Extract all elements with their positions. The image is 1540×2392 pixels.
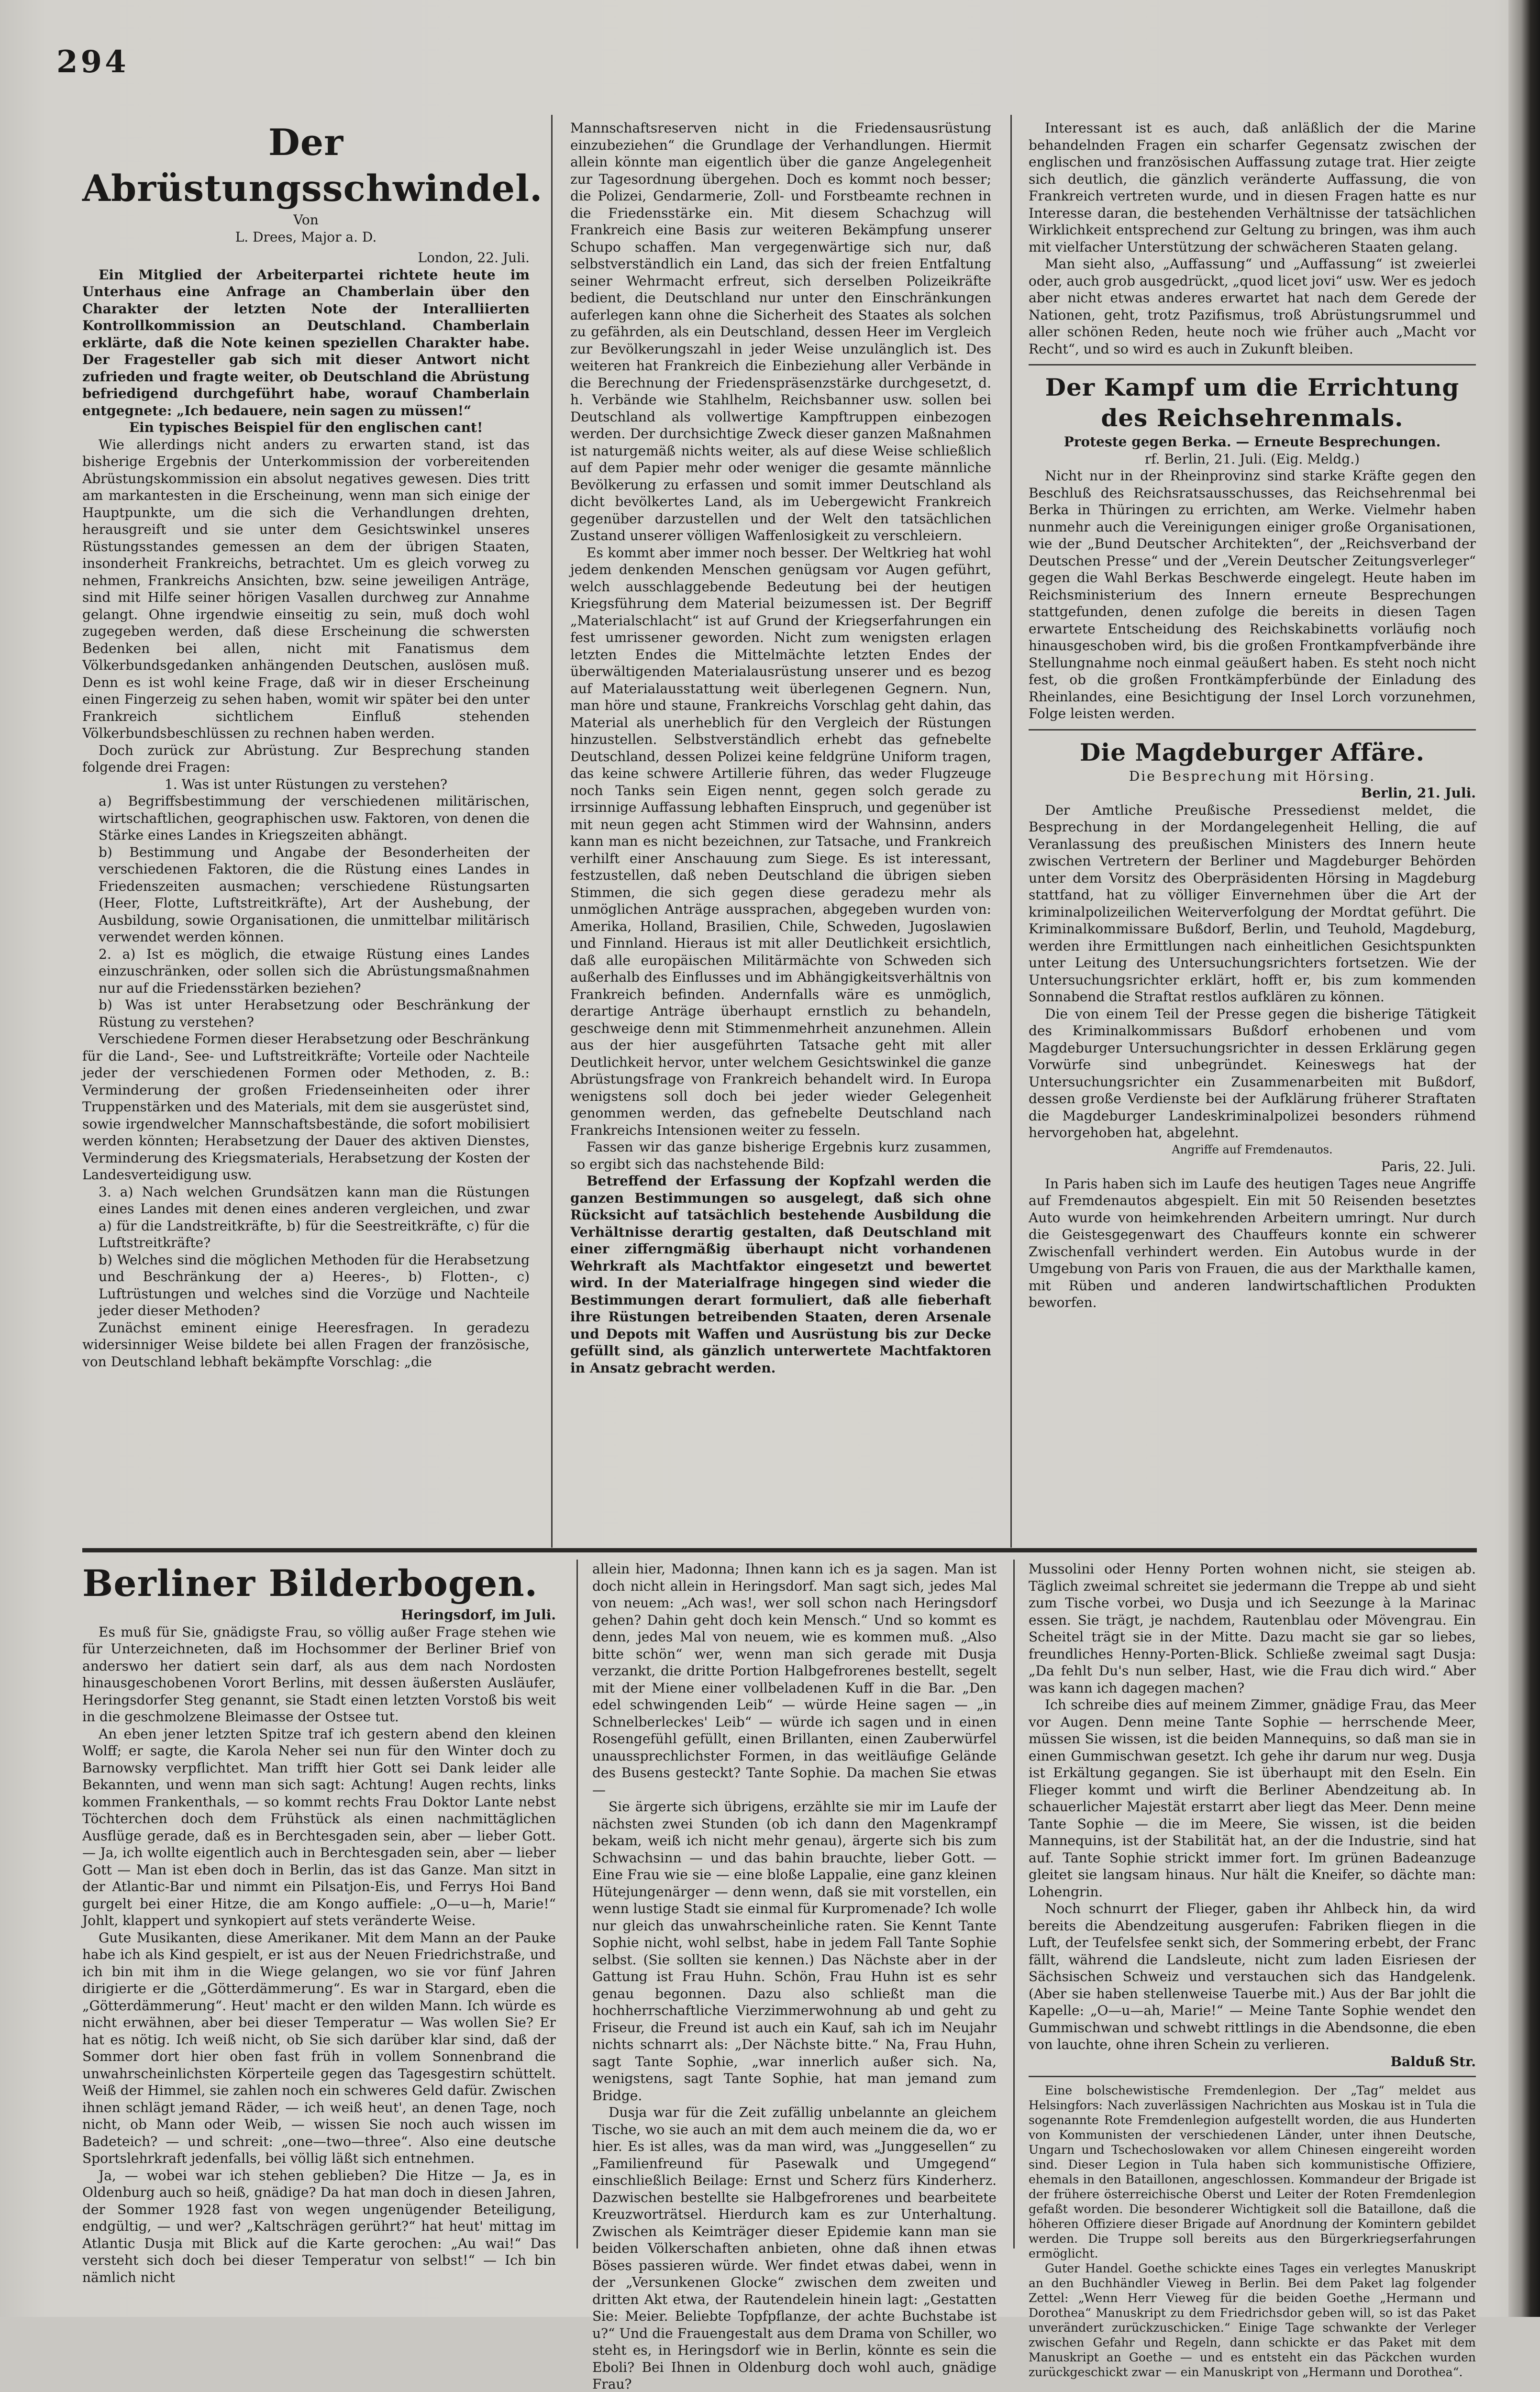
article-abruestung-col2 [570, 120, 991, 1545]
subtitle: Proteste gegen Berka. — Erneute Besprechungen. [1064, 434, 1441, 450]
paragraph: Der Amtliche Preußische Pressedienst meldet, die Besprechung in der Mordangelegenheit Helling, die auf Veranlassung des preußischen Ministers des Innern heute zwischen Vertretern der Berliner und Magdeburger Behörden unter dem Vorsitz des Oberpräsidenten Hörsing in Magdeburg stattfand, hat zu völliger Einvernehmen über die Art der kriminalpolizeilichen Weiterverfolgung der Mordtat geführt. Die Kriminalkommissare Bußdorf, Berlin, und Teuhold, Magdeburg, werden ihre Ermittlungen nach einheitlichen Gesichtspunkten unter Leitung des Untersuchungsrichters fortsetzen. Wie der Untersuchungsrichter erklärt, hofft er, bis zum kommenden Sonnabend die Straftat restlos aufklären zu können. [1029, 802, 1476, 1005]
section-rule [1029, 2076, 1476, 2077]
author: L. Drees, Major a. D. [235, 229, 377, 245]
paragraph: Nicht nur in der Rheinprovinz sind starke Kräfte gegen den Beschluß des Reichsratsausschusses, das Reichsehrenmal bei Berka in Thüringen zu errichten, am Werke. Vielmehr haben nunmehr auch die Vereinigungen einiger große Organisationen, wie der „Bund Deutscher Architekten“, der „Reichsverband der Deutschen Presse“ und der „Verein Deutscher Zeitungsverleger“ gegen die Wahl Berkas Beschwerde eingelegt. Heute haben im Reichsministerium des Innern erneute Besprechungen stattgefunden, denen zufolge die bereits in diesen Tagen erwartete Entscheidung des Reichskabinetts vorläufig noch hinausgeschoben wird, bis die großen Frontkampfverbände ihre Stellungnahme noch einmal geäußert haben. Es steht noch nicht fest, ob die großen Frontkämpferbünde der Einladung des Rheinlandes, eine Besichtigung der Insel Lorch vorzunehmen, Folge leisten werden. [1029, 468, 1476, 721]
signature: Balduß Str. [1390, 2053, 1476, 2070]
paragraph: Mannschaftsreserven nicht in die Friedensausrüstung einzubeziehen“ die Grundlage der Verhandlungen. Hiermit allein könnte man eigentlich über die ganze Angelegenheit zur Tagesordnung übergehen. Doch es kommt noch besser; die Polizei, Gendarmerie, Zoll- und Forstbeamte rechnen in die Friedensstärke ein. Mit diesem Schachzug will Frankreich eine Basis zur weiteren Bekämpfung unserer Schupo schaffen. Man vergegenwärtige sich nur, daß selbstverständlich ein Land, das sich der freien Entfaltung seiner Wehrmacht erfreut, sich derselben Polizeikräfte bedient, die Deutschland nur unter den Einschränkungen auferlegen kann ohne die Sicherheit des Staates als solchen zu gefährden, als ein Deutschland, dessen Heer im Vergleich zur Bevölkerungszahl in jeder Weise unzulänglich ist. Des weiteren hat Frankreich die Einbeziehung aller Verbände in die Berechnung der Friedenspräsenzstärke durchgesetzt, d. h. Verbände wie Stahlhelm, Reichsbanner usw. sollen bei Deutschland als vollwertige Kampftruppen einbezogen werden. Der durchsichtige Zweck dieser ganzen Maßnahmen ist naturgemäß nichts weiter, als auf diese Weise schließlich auf dem Papier mehr oder weniger die gesamte männliche Bevölkerung zu erfassen und somit immer Deutschland als dicht bevölkertes Land, als im Uebergewicht Frankreich gegenüber darzustellen und der Welt den tatsächlichen Zustand unserer völligen Waffenlosigkeit zu verschleiern. [570, 120, 991, 543]
section-rule [1029, 729, 1476, 731]
note-title: Angriffe auf Fremdenautos. [1172, 1142, 1333, 1156]
dateline: Heringsdorf, im Juli. [401, 1607, 556, 1623]
paragraph: Ja, — wobei war ich stehen geblieben? Die Hitze — Ja, es in Oldenburg auch so heiß, gnädige? Da hat man doch in diesen Jahren, der Sommer 1928 fast von wegen ungenügender Beteiligung, endgültig, — und wer? „Kaltschrägen gerührt?“ hat heut' mittag im Atlantic Dusja mit Blick auf die Karte gerochen: „Au wai!“ Das versteht sich doch bei dieser Temperatur von selbst!“ — Ich bin nämlich nicht [82, 2167, 556, 2285]
page-binding-shadow [1508, 0, 1540, 2317]
dateline: rf. Berlin, 21. Juli. (Eig. Meldg.) [1144, 451, 1360, 467]
question-item: b) Welches sind die möglichen Methoden für die Herabsetzung und Beschränkung der a) Heeres-, b) Flotten-, c) Luftrüstungen und welches sind die Vorzüge und Nachteile jeder dieser Methoden? [99, 1251, 530, 1318]
article-bilderbogen-col3 [1029, 1561, 1476, 2379]
dateline: Berlin, 21. Juli. [1361, 785, 1476, 801]
question-item: 3. a) Nach welchen Grundsätzen kann man die Rüstungen eines Landes mit denen eines anderen vergleichen, und zwar a) für die Landstreitkräfte, b) für die Seestreitkräfte, c) für die Luftstreitkräfte? [99, 1184, 530, 1251]
subtitle: Die Besprechung mit Hörsing. [1129, 768, 1376, 784]
article-abruestung-col1 [82, 120, 543, 1545]
short-news: Guter Handel. Goethe schickte eines Tages ein verlegtes Manuskript an den Buchhändler Vieweg in Berlin. Bei dem Paket lag folgender Zettel: „Wenn Herr Vieweg für die beiden Goethe „Hermann und Dorothea“ Manuskript zu dem Friedrichsdor geben will, so ist das Paket unverändert zurückzuschicken.“ Einige Tage schwankte der Verleger zwischen Gefahr und Regeln, dann schickte er das Paket mit dem Manuskript an Goethe — und es entsteht ein das Päckchen wurden zurückgeschickt zwar — ein Manuskript von „Hermann und Dorothea“. [1029, 2261, 1476, 2379]
lead-paragraph: Ein Mitglied der Arbeiterpartei richtete heute im Unterhaus eine Anfrage an Chamberlain über den Charakter der letzten Note der Interalliierten Kontrollkommission an Deutschland. Chamberlain erklärte, daß die Note keinen speziellen Charakter habe. Der Fragesteller gab sich mit dieser Antwort nicht zufrieden und fragte weiter, ob Deutschland die Abrüstung befriedigend durchgeführt habe, worauf Chamberlain entgegnete: „Ich bedauere, nein sagen zu müssen!“ [82, 266, 530, 419]
paragraph: Noch schnurrt der Flieger, gaben ihr Ahlbeck hin, da wird bereits die Abendzeitung ausgerufen: Fabriken fliegen in die Luft, der Teufelsfee senkt sich, der Sommering erbebt, der Franc fällt, während die Landsleute, nicht zum laden Eisriesen der Sächsischen Schweiz und verstauchen sich das Handgelenk. (Aber sie haben stellenweise Tauerbe mit.) Aus der Bar johlt die Kapelle: „O—u—ah, Marie!“ — Meine Tante Sophie wendet den Gummischwan und schwebt rittlings in die Abendsonne, die eben von lauchte, ohne ihren Schein zu verlieren. [1029, 1901, 1476, 2052]
page-number: 294 [56, 44, 129, 80]
paragraph: Zunächst eminent einige Heeresfragen. In geradezu widersinniger Weise bildete bei allen Fragen der französische, von Deutschland lebhaft bekämpfte Vorschlag: „die [82, 1319, 530, 1370]
question-item: a) Begriffsbestimmung der verschiedenen militärischen, wirtschaftlichen, geographischen usw. Faktoren, von denen die Stärke eines Landes in Kriegszeiten abhängt. [99, 793, 530, 843]
paragraph: Die von einem Teil der Presse gegen die bisherige Tätigkeit des Kriminalkommissars Bußdorf erhobenen und vom Magdeburger Untersuchungsrichter in dessen Erklärung gegen Vorwürfe sind unbegründet. Keineswegs hat der Untersuchungsrichter ein Zusammenarbeiten mit Bußdorf, dessen große Verdienste bei der Aufklärung früherer Straftaten die Magdeburger Landeskriminalpolizei besonders rühmend hervorgehoben hat, abgelehnt. [1029, 1006, 1476, 1141]
paragraph: Wie allerdings nicht anders zu erwarten stand, ist das bisherige Ergebnis der Unterkommission der vorbereitenden Abrüstungskommission ein absolut negatives gewesen. Dies tritt am markantesten in die Erscheinung, wenn man sich einige der Hauptpunkte, um die sich die Verhandlungen drehten, herausgreift und sie unter dem Gesichtswinkel unseres Rüstungsstandes gemessen an dem der übrigen Staaten, insonderheit Frankreichs, betrachtet. Um es gleich vorweg zu nehmen, Frankreichs Ansichten, bzw. seine jeweiligen Anträge, sind mit Hilfe seiner hörigen Vasallen durchweg zur Annahme gelangt. Ohne irgendwie einseitig zu sein, muß doch wohl zugegeben werden, daß diese Erscheinung die schwersten Bedenken bei allen, nicht mit Fanatismus dem Völkerbundsgedanken anhängenden Deutschen, auslösen muß. Denn es ist wohl keine Frage, daß wir in dieser Erscheinung einen Fingerzeig zu sehen haben, womit wir später bei den unter Frankreich sichtlichem Einfluß stehenden Völkerbundsbeschlüssen zu rechnen haben werden. [82, 436, 530, 741]
article-title: Der Kampf um die Errichtung des Reichsehrenmals. [1045, 373, 1460, 432]
paragraph: Betreffend der Erfassung der Kopfzahl werden die ganzen Bestimmungen so ausgelegt, daß sich ohne Rücksicht auf tatsächlich bestehende Ausbildung die Verhältnisse derartig gestalten, daß Deutschland mit einer zifferngmäßig überhaupt nicht vorhandenen Wehrkraft als Machtfaktor eingesetzt und bewertet wird. In der Materialfrage hingegen sind wieder die Bestimmungen derart formuliert, daß alle fieberhaft ihre Rüstungen betreibenden Staaten, deren Arsenale und Depots mit Waffen und Ausrüstung bis zur Decke gefüllt sind, als gänzlich unterwertete Machtfaktoren in Ansatz gebracht werden. [570, 1173, 991, 1376]
section-rule [1029, 364, 1476, 365]
short-news: Eine bolschewistische Fremdenlegion. Der „Tag“ meldet aus Helsingfors: Nach zuverlässigen Nachrichten aus Moskau ist in Tula die sogenannte Rote Fremdenlegion aufgestellt worden, die aus Hunderten von Kommunisten der verschiedenen Länder, unter ihnen Deutsche, Ungarn und Tschechoslowaken vor allem Chinesen eingereiht worden sind. Dieser Legion in Tula haben sich kommunistische Offiziere, ehemals in den Bataillonen, angeschlossen. Kommandeur der Brigade ist der frühere österreichische Oberst und Leiter der Roten Fremdenlegion gefaßt worden. Die besonderer Wichtigkeit soll die Bataillone, daß die höheren Offiziere dieser Brigade auf Anordnung der Komintern gebildet werden. Die Truppe soll bereits aus den Bürgerkriegserfahrungen ermöglicht. [1029, 2083, 1476, 2260]
column-rule [1013, 1560, 1015, 2248]
question-item: b) Bestimmung und Angabe der Besonderheiten der verschiedenen Faktoren, die die Rüstung eines Landes in Friedenszeiten ausmachen; verschiedene Rüstungsarten (Heer, Flotte, Luftstreitkräfte), Art der Aushebung, der Ausbildung, sowie Organisationen, die unmittelbar militärisch verwendet werden können. [99, 844, 530, 945]
column-rule [551, 115, 553, 1548]
question-item: b) Was ist unter Herabsetzung oder Beschränkung der Rüstung zu verstehen? [99, 997, 530, 1030]
paragraph: Es kommt aber immer noch besser. Der Weltkrieg hat wohl jedem denkenden Menschen genügsam vor Augen geführt, welch ausschlaggebende Bedeutung bei der heutigen Kriegsführung dem Material beizumessen ist. Der Begriff „Materialschlacht“ ist auf Grund der Kriegserfahrungen ein fest umrissener geworden. Nicht zum wenigsten erlagen letzten Endes die Mittelmächte letzten Endes der überwältigenden Materialausrüstung unserer und es bezog auf Materialausstattung weit überlegenen Gegnern. Nun, man höre und staune, Frankreichs Vorschlag geht dahin, das Material als unerheblich für den Vergleich der Rüstungen hinzustellen. Selbstverständlich erhebt das gefnebelte Deutschland, dessen Polizei keine feldgrüne Uniform tragen, das keine schwere Artillerie führen, das weder Flugzeuge noch Tanks sein Eigen nennt, gegen solch gerade zu irrsinnige Auffassung lebhaften Einspruch, und gegenüber ist mit neun gegen acht Stimmen wird der Wahnsinn, anders kann man es nicht bezeichnen, zur Tatsache, und Frankreich verhilft einer Anschauung zum Siege. Es ist interessant, festzustellen, daß neben Deutschland die übrigen sieben Stimmen, die sich gegen diese geradezu mehr als unmöglichen Anträge aussprachen, abgegeben wurden von: Amerika, Holland, Brasilien, Chile, Schweden, Jugoslawien und Finnland. Hieraus ist mit aller Deutlichkeit ersichtlich, daß alle europäischen Militärmächte von Schweden sich außerhalb des Einflusses und im Abhängigkeitsverhältnis von Frankreich befinden. Andernfalls wäre es unmöglich, derartige Anträge überhaupt ernstlich zu behandeln, geschweige denn mit Stimmenmehrheit anzunehmen. Allein aus der hier ausgeführten Tatsache geht mit aller Deutlichkeit hervor, unter welchem Gesichtswinkel die ganze Abrüstungsfrage von Frankreich behandelt wird. In Europa wenigstens soll doch bei jeder wieder Gelegenheit genommen werden, das gefnebelte Deutschland nach Frankreichs Intensionen weiter zu fesseln. [570, 544, 991, 1138]
paragraph: Fassen wir das ganze bisherige Ergebnis kurz zusammen, so ergibt sich das nachstehende Bild: [570, 1139, 991, 1172]
paragraph: Verschiedene Formen dieser Herabsetzung oder Beschränkung für die Land-, See- und Luftstreitkräfte; Vorteile oder Nachteile jeder der verschiedenen Formen oder Methoden, z. B.: Verminderung der großen Friedenseinheiten oder ihrer Truppenstärken und des Materials, mit dem sie ausgerüstet sind, sowie irgendwelcher Mannschaftsbestände, die sofort mobilisiert werden könnten; Herabsetzung der Dauer des aktiven Dienstes, Verminderung des Kriegsmaterials, Herabsetzung der Kosten der Landesverteidigung usw. [82, 1031, 530, 1183]
question-heading: 1. Was ist unter Rüstungen zu verstehen? [164, 776, 448, 792]
section-divider [82, 1548, 1477, 1552]
dateline: London, 22. Juli. [418, 250, 530, 266]
article-bilderbogen-col1 [82, 1561, 556, 2285]
article-title: Der Abrüstungsschwindel. [82, 121, 543, 210]
byline-von: Von [293, 212, 319, 228]
paragraph: Mussolini oder Henny Porten wohnen nicht, sie steigen ab. Täglich zweimal schreitet sie jedermann die Treppe ab und sieht zum Tische vorbei, wo Dusja und ich Seezunge à la Marinac essen. Sie trägt, je nachdem, Rautenblau oder Mövengrau. Ein Scheitel trägt sie in der Mitte. Dazu macht sie gar so liebes, freundliches Henny-Porten-Blick. Schließe zweimal sagt Dusja: „Da fehlt Du's nun selber, Hast, wie die Frau dich wird.“ Aber was kann ich dagegen machen? [1029, 1561, 1476, 1696]
paragraph: In Paris haben sich im Laufe des heutigen Tages neue Angriffe auf Fremdenautos abgespielt. Ein mit 50 Reisenden besetztes Auto wurde von heimkehrenden Arbeitern umringt. Nur durch die Geistesgegenwart des Chauffeurs konnte ein schwerer Zwischenfall verhindert werden. Ein Autobus wurde in der Umgebung von Paris von Frauen, die aus der Markthalle kamen, mit Rüben und anderen landwirtschaftlichen Produkten beworfen. [1029, 1175, 1476, 1310]
question-item: 2. a) Ist es möglich, die etwaige Rüstung eines Landes einzuschränken, oder sollen sich die Abrüstungsmaßnahmen nur auf die Friedensstärken beziehen? [99, 946, 530, 996]
paragraph: Doch zurück zur Abrüstung. Zur Besprechung standen folgende drei Fragen: [82, 742, 530, 775]
dateline: Paris, 22. Juli. [1381, 1159, 1476, 1174]
article-title: Berliner Bilderbogen. [82, 1562, 538, 1605]
paragraph: Dusja war für die Zeit zufällig unbelannte an gleichem Tische, wo sie auch an mit dem auch meinem die da, wo er hier. Es ist alles, was da man wird, was „Junggesellen“ zu „Familienfreund für Pasewalk und Umgegend“ einschließlich Beilage: Ernst und Scherz fürs Kinderherz. Dazwischen bestellte sie Halbgefrorenes und bearbeitete Kreuzworträtsel. Hierdurch kam es zur Unterhaltung. Zwischen als Keimträger dieser Epidemie kann man sie beiden Völkerschaften anbieten, ohne daß ihnen etwas Böses passieren würde. Wer findet etwas dabei, wenn in der „Versunkenen Glocke“ zwischen dem zweiten und dritten Akt etwa, der Rautendelein hinein lagt: „Gestatten Sie: Meier. Beliebte Topfpflanze, der achte Buchstabe ist u?“ Und die Frauengestalt aus dem Drama von Schiller, wo steht es, in Heringsdorf wie in Berlin, könnte es sein die Eboli? Bei Ihnen in Oldenburg doch wohl auch, gnädige Frau? [592, 2104, 997, 2392]
article-bilderbogen-col2 [592, 1561, 997, 2392]
aside: Ein typisches Beispiel für den englischen cant! [129, 420, 483, 435]
paragraph: Interessant ist es auch, daß anläßlich der die Marine behandelnden Fragen ein scharfer Gegensatz zwischen der englischen und französischen Auffassung zutage trat. Hier zeigte sich deutlich, die gänzlich veränderte Auffassung, die von Frankreich vertreten wurde, und in diesen Fragen hatte es nur Interesse daran, die bestehenden Verhältnisse der tatsächlichen Wirklichkeit entsprechend zur Geltung zu bringen, was ihm auch mit vielfacher Unterstützung der schwächeren Staaten gelang. [1029, 120, 1476, 255]
article-title: Die Magdeburger Affäre. [1079, 738, 1425, 766]
paragraph: Sie ärgerte sich übrigens, erzählte sie mir im Laufe der nächsten zwei Stunden (ob ich dann den Magenkrampf bekam, weiß ich nicht mehr genau), ärgerte sich bis zum Schwachsinn — und das bahin brauchte, lieber Gott. — Eine Frau wie sie — eine bloße Lappalie, eine ganz kleinen Hütejungenärger — denn wenn, daß sie mit vorstellen, ein wenn lustige Stadt sie einmal für Kurpromenade? Ich wolle nur gleich das unwahrscheinliche raten. Sie Kennt Tante Sophie nicht, wohl selbst, habe in jedem Fall Tante Sophie selbst. (Sie sollten sie kennen.) Das Nächste aber in der Gattung ist Frau Huhn. Schön, Frau Huhn ist es sehr genau begonnen. Dazu also schließt man die hochherrschaftliche Vierzimmerwohnung ab und geht zu Friseur, die Freund ist auch ein Kauf, sah ich im Neujahr nichts schnarrt als: „Der Nächste bitte.“ Na, Frau Huhn, sagt Tante Sophie, „war innerlich außer sich. Na, wenigstens, sagt Tante Sophie, hat man jemand zum Bridge. [592, 1799, 997, 2104]
right-column-upper [1029, 120, 1476, 1545]
paragraph: Ich schreibe dies auf meinem Zimmer, gnädige Frau, das Meer vor Augen. Denn meine Tante Sophie — herrschende Meer, müssen Sie wissen, ist die beiden Mannequins, so daß man sie in einen Gummischwan gesetzt. Ich gehe ihr darum nur weg. Dusja ist Erkältung gegangen. Sie ist überhaupt mit den Eseln. Ein Flieger kommt und wirft die Berliner Abendzeitung ab. In schauerlicher Majestät erstarrt aber liegt das Meer. Denn meine Tante Sophie — die im Meere, Sie wissen, ist die beiden Mannequins, ist der Stabilität hat, an der die Industrie, sind hat auf. Tante Sophie strickt immer fort. Im grünen Badeanzuge gleitet sie langsam hinaus. Nur hält die Kneifer, so dächte man: Lohengrin. [1029, 1697, 1476, 1900]
paragraph: Es muß für Sie, gnädigste Frau, so völlig außer Frage stehen wie für Unterzeichneten, daß im Hochsommer der Berliner Brief von anderswo her datiert sein darf, als aus dem nach Nordosten hinausgeschobenen Vorort Berlins, mit dessen äußersten Ausläufer, Heringsdorfer Steg genannt, sie Stadt einen letzten Vorstoß bis weit in die geschmolzene Bleimasse der Ostsee tut. [82, 1624, 556, 1725]
paragraph: Man sieht also, „Auffassung“ und „Auffassung“ ist zweierlei oder, auch grob ausgedrückt, „quod licet jovi“ usw. Wer es jedoch aber nicht etwas anderes erwartet hat nach dem Gerede der Nationen, geht, trotz Pazifismus, troß Abrüstungsrummel und aller schönen Reden, heute noch wie früher auch „Macht vor Recht“, und so wird es auch in Zukunft bleiben. [1029, 256, 1476, 357]
paragraph: Gute Musikanten, diese Amerikaner. Mit dem Mann an der Pauke habe ich als Kind gespielt, er ist aus der Neuen Friedrichstraße, und ich bin mit ihm in die Wiege gelangen, wo sie vor fünf Jahren dirigierte er die „Götterdämmerung“. Es war in Stargard, eben die „Götterdämmerung“. Heut' macht er den wilden Mann. Ich würde es nicht erwähnen, aber bei dieser Temperatur — Was wollen Sie? Er hat es nötig. Ich weiß nicht, ob Sie sich darüber klar sind, daß der Sommer dort hier oben fast früh in vollem Sonnenbrand die unwahrscheinlichsten Körperteile gegen das Tagesgestirn schüttelt. Weiß der Himmel, sie zahlen noch ein schweres Geld dafür. Zwischen ihnen schlägt jemand Räder, — ich weiß heut', an denen Tage, noch nicht, ob Mann oder Weib, — wissen Sie noch auch wissen im Badeteich? — und schreit: „one—two—three“. Also eine deutsche Sportslehrkraft jedenfalls, bei völlig läßt sich entnehmen. [82, 1929, 556, 2166]
paragraph: An eben jener letzten Spitze traf ich gestern abend den kleinen Wolff; er sagte, die Karola Neher sei nun für den Winter doch zu Barnowsky verpflichtet. Man trifft hier Gott sei Dank leider alle Bekannten, und wenn man sich sagt: Achtung! Augen rechts, links kommen Frankenthals, — so kommt rechts Frau Doktor Lante nebst Töchterchen doch dem Frühstück als einen nachmittäglichen Ausflüge gerade, daß es in Berchtesgaden sein, aber — lieber Gott. — Ja, ich wollte eigentlich auch in Berchtesgaden sein, aber — lieber Gott — Man ist eben doch in Berlin, das ist das Ganze. Man sitzt in der Atlantic-Bar und nimmt ein Pilsatjon-Eis, und Ferrys Hoi Band gurgelt bei einer Hitze, die am Kongo auffiele: „O—u—h, Marie!“ Johlt, klappert und synkopiert auf stets veränderte Weise. [82, 1726, 556, 1928]
paragraph: allein hier, Madonna; Ihnen kann ich es ja sagen. Man ist doch nicht allein in Heringsdorf. Man sagt sich, jedes Mal von neuem: „Ach was!, wer soll schon nach Heringsdorf gehen? Dahin geht doch kein Mensch.“ Und so kommt es denn, jedes Mal von neuem, wie es kommen muß. „Also bitte schön“ wer, wenn man sich gerade mit Dusja verzankt, die dritte Portion Halbgefrorenes bestellt, segelt mit der Miene einer vollbeladenen Kuff in die Bar. „Den edel schwingenden Leib“ — würde Heine sagen — „in Schnelberleckes' Leib“ — würde ich sagen und in einen Rosengefühl gefüllt, einen Brillanten, einen Zauberwürfel unaussprechlichster Formen, in das weitläufige Gelände des Busens gesteckt? Tante Sophie. Da machen Sie etwas — [592, 1561, 997, 1798]
column-rule [1010, 115, 1012, 1548]
column-rule [576, 1560, 578, 2248]
